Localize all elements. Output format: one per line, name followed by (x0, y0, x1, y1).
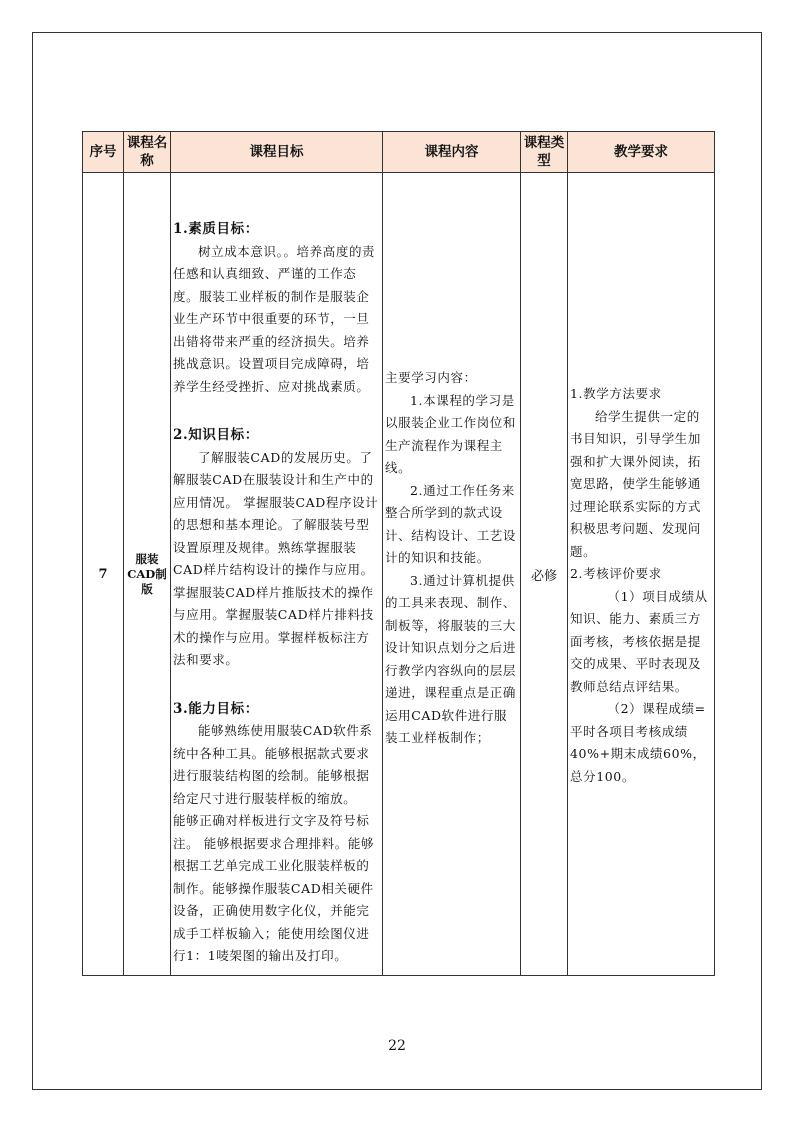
quality-goal-text: 树立成本意识。。培养高度的责任感和认真细致、严谨的工作态度。服装工业样板的制作是服装企业生产环节中很重要的环节，一旦出错将带来严重的经济损失。培养挑战意识。设置项目完成障碍，培养学生经受挫折、应对挑战素质。 (173, 243, 376, 394)
ability-goal-heading: 3.能力目标： (173, 700, 259, 717)
content-item-2: 2.通过工作任务来整合所学到的款式设计、结构设计、工艺设计的知识和技能。 (385, 482, 517, 565)
cell-course-type: 必修 (521, 173, 568, 976)
header-course-type: 课程类型 (521, 132, 568, 173)
method-text: 给学生提供一定的书目知识，引导学生加强和扩大课外阅读，拓宽思路，使学生能够通过理论联系实际的方式积极思考问题、发现问题。 (570, 408, 702, 559)
knowledge-goal-text: 了解服装CAD的发展历史。了解服装CAD在服装设计和生产中的应用情况。 掌握服装CAD程序设计的思想和基本理论。了解服装号型设置原理及规律。熟练掌握服装CAD样片结构设计的操作与应用。掌握服装CAD样片推版技术的操作与应用。掌握服装CAD样片排料技术的操作与应用。掌握样板标注方法和要求。 (173, 449, 379, 667)
content-intro: 主要学习内容： (385, 370, 477, 385)
evaluation-item-1: （1）项目成绩从知识、能力、素质三方面考核，考核依据是提交的成果、平时表现及教师总结点评结果。 (570, 588, 708, 694)
table-header-row (83, 132, 715, 173)
ability-goal-text-2: 能够正确对样板进行文字及符号标注。 能够根据要求合理排料。能够根据工艺单完成工业化服装样板的制作。能够操作服装CAD相关硬件设备，正确使用数字化仪，并能完成手工样板输入；能使用绘图仪进行1：1唛架图的输出及打印。 (173, 813, 375, 963)
page-number: 22 (388, 1038, 406, 1054)
cell-seq: 7 (83, 173, 124, 976)
cell-course-content (383, 173, 521, 976)
requirement-block (568, 173, 714, 788)
header-teaching-requirement: 教学要求 (568, 132, 715, 173)
header-seq: 序号 (83, 132, 124, 173)
header-course-content: 课程内容 (383, 132, 521, 173)
table-row (83, 173, 715, 976)
ability-goal-text-1: 能够熟练使用服装CAD软件系统中各种工具。能够根据款式要求进行服装结构图的绘制。能够根据给定尺寸进行服装样板的缩放。 (173, 723, 373, 806)
cell-course-goal (171, 173, 383, 976)
evaluation-item-2: （2）课程成绩=平时各项目考核成绩40%+期末成绩60%，总分100。 (570, 701, 706, 784)
content-item-3: 3.通过计算机提供的工具来表现、制作、制板等，将服装的三大设计知识点划分之后进行教学内容纵向的层层递进，课程重点是正确运用CAD软件进行服装工业样板制作； (385, 572, 517, 745)
header-course-goal: 课程目标 (171, 132, 383, 173)
goal-block (171, 173, 382, 968)
quality-goal-heading: 1.素质目标： (173, 221, 259, 237)
content-item-1: 1.本课程的学习是以服装企业工作岗位和生产流程作为课程主线。 (385, 392, 517, 475)
header-course-name: 课程名称 (124, 132, 171, 173)
content-block (383, 173, 520, 750)
evaluation-heading: 2.考核评价要求 (570, 566, 662, 581)
cell-teaching-requirement (568, 173, 715, 976)
course-table (82, 131, 715, 976)
cell-course-name: 服装CAD制版 (124, 173, 171, 976)
method-heading: 1.教学方法要求 (570, 386, 662, 401)
knowledge-goal-heading: 2.知识目标： (173, 427, 259, 443)
